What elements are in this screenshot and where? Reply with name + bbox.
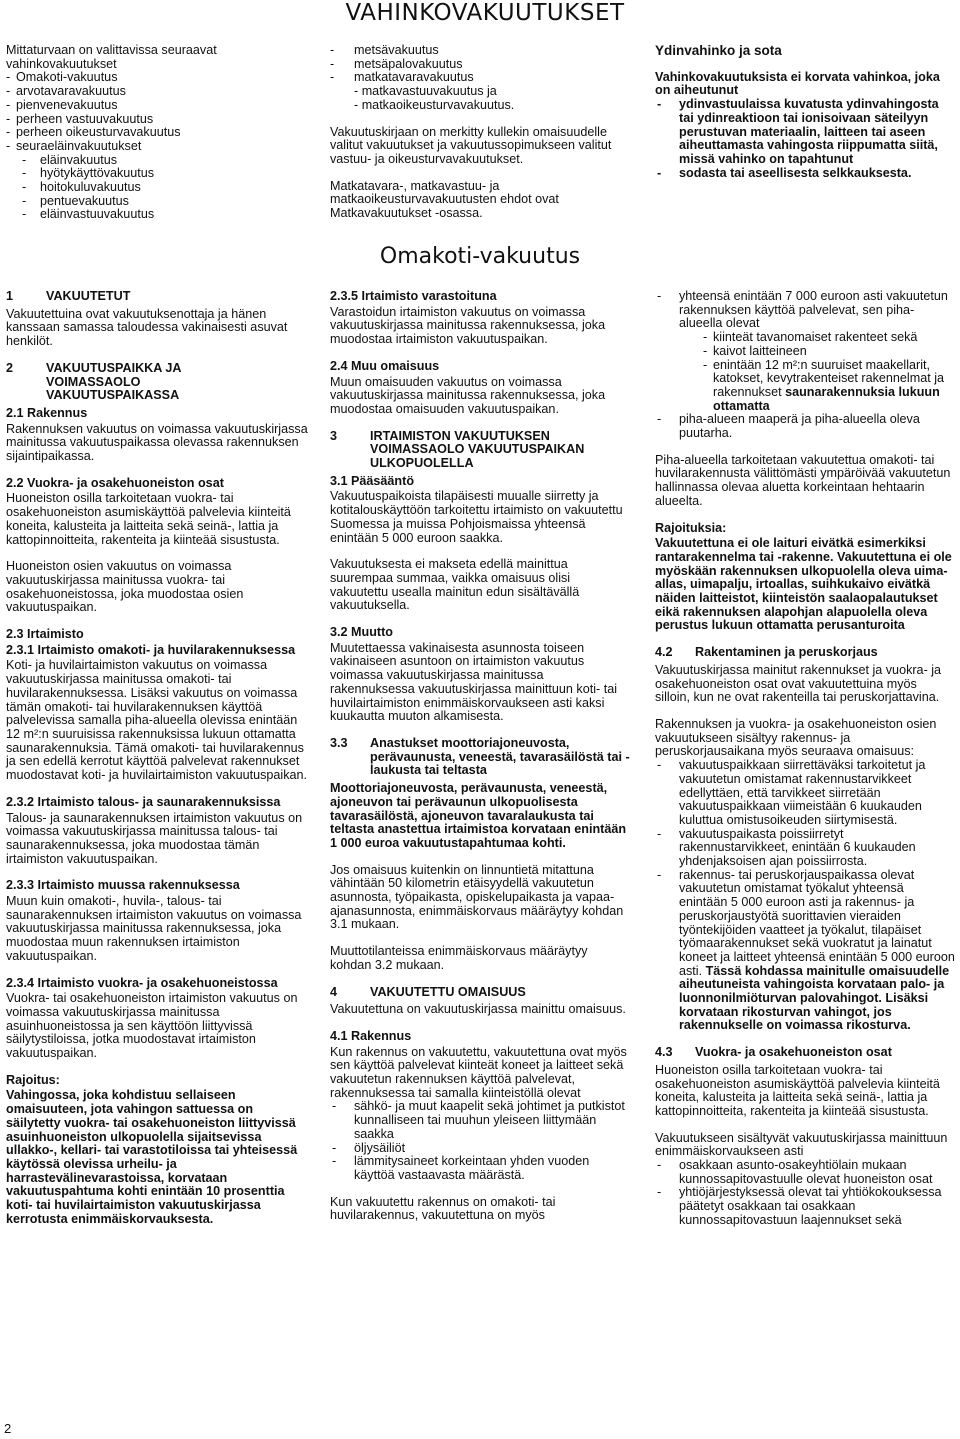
subsection-heading: 2.3.3 Irtaimisto muussa rakennuksessa	[6, 878, 240, 893]
paragraph: Vakuutuksesta ei makseta edellä mainittua suurempaa summaa, vaikka omaisuus olisi vakuutettu usealla mainitun edun sisältävällä vakuutuksella.	[330, 557, 580, 613]
list-subitem: - eläinvastuuvakuutus	[6, 208, 308, 222]
list-item: - metsävakuutus	[330, 44, 630, 58]
list-item: - ydinvastuulaissa kuvatusta ydinvahingosta tai ydinreaktioon tai ionisoivaan säteilyyn perustuvan materiaalin, laitteen tai aseen aiheuttamasta vahingosta riippumatta siitä, missä vahinko on tapahtunut	[655, 98, 955, 167]
insurance-list-continued	[330, 44, 630, 113]
list-item: - metsäpalovakuutus	[330, 58, 630, 72]
paragraph: Muuttotilanteissa enimmäiskorvaus määräytyy kohdan 3.2 mukaan.	[330, 944, 588, 972]
body-column-1	[6, 290, 308, 1239]
paragraph: Kun rakennus on vakuutettu, vakuutettuna ovat myös sen käyttöä palvelevat kiinteät koneet ja laitteet sekä vakuutetun rakennuksen käyttöä palvelevat, rakennuksessa tai samalla kiinteistöllä olevat	[330, 1044, 627, 1100]
subsection-heading: 2.3.4 Irtaimisto vuokra- ja osakehuoneistossa	[6, 975, 278, 990]
subsection-heading: 2.4 Muu omaisuus	[330, 358, 440, 373]
list-subitem: - hyötykäyttövakuutus	[6, 167, 308, 181]
list-item: - perheen oikeusturvavakuutus	[6, 126, 308, 140]
page-number: 2	[4, 1421, 12, 1436]
section-title: Omakoti-vakuutus	[379, 244, 581, 269]
list-item: - sodasta tai aseellisesta selkkauksesta.	[655, 167, 955, 181]
subsection-heading: 2.2 Vuokra- ja osakehuoneiston osat	[6, 475, 224, 490]
header-column-1	[6, 44, 308, 222]
section-heading: 4.2 Rakentaminen ja peruskorjaus	[655, 645, 878, 660]
subsection-heading: 3.1 Pääsääntö	[330, 473, 415, 488]
subsection-heading: 2.3.5 Irtaimisto varastoituna	[330, 289, 497, 303]
list-subitem: - eläinvakuutus	[6, 154, 308, 168]
paragraph: Matkatavara-, matkavastuu- ja matkaoikeusturvavakuutusten ehdot ovat Matkavakuutukset -osassa.	[330, 178, 559, 221]
list-subitem: - matkaoikeusturvavakuutus.	[354, 97, 515, 112]
list-subitem: - kaivot laitteineen	[679, 345, 955, 359]
insurance-list-intro: Mittaturvaan on valittavissa seuraavat vahinkovakuutukset	[6, 43, 217, 71]
list-subitem: - pentuevakuutus	[6, 195, 308, 209]
header-column-3	[655, 44, 955, 193]
restriction-text: Vahingossa, joka kohdistuu sellaiseen omaisuuteen, jota vahingon sattuessa on säilytetty vuokra- tai osakehuoneiston liittyvissä asuinhuoneiston ulkopuolella sijaitsevissa ullakko-, kellari- tai varastotiloissa tai yhteisessä käytössä olevissa urheilu- ja harrastevälinevarastoissa, korvataan vakuutuspahtuma kohti enintään 10 prosenttia koti- tai huvilairtaimiston vakuutuskirjassa kerrotusta enimmäiskorvauksesta.	[6, 1088, 298, 1226]
section-heading: 4 VAKUUTETTU OMAISUUS	[330, 984, 526, 999]
subsection-heading: 2.3.2 Irtaimisto talous- ja saunarakennuksissa	[6, 794, 281, 809]
subsection-heading: 2.3 Irtaimisto	[6, 627, 84, 642]
list-item: - arvotavaravakuutus	[6, 85, 308, 99]
property-list	[330, 1100, 630, 1182]
list-item: - perheen vastuuvakuutus	[6, 113, 308, 127]
list-item: - vakuutuspaikasta poissiirretyt rakennustarvikkeet, enintään 6 kuukauden yhdenjaksoisen ajan poissiirrosta.	[655, 828, 955, 869]
paragraph-bold: Moottoriajoneuvosta, perävaunusta, veneestä, ajoneuvon tai perävaunun ulkopuolisesta tavarasäilöstä, ajoneuvon tavaralaukusta tai teltasta anastettua irtaimistoa korvataan enintään 1 000 euroa vakuutustapahtumaa kohti.	[330, 781, 627, 850]
paragraph: Talous- ja saunarakennuksen irtaimiston vakuutus on voimassa vakuutuskirjassa mainitussa talous- tai saunarakennuksessa, joka muodostaa tämän irtaimiston vakuutuspaikan.	[6, 810, 303, 866]
list-item: - pienvenevakuutus	[6, 99, 308, 113]
exclusion-list	[655, 98, 955, 180]
header-column-2	[330, 44, 630, 234]
list-item: - vakuutuspaikkaan siirrettäväksi tarkoitetut ja vakuutetun omistamat rakennustarvikkeet edellyttäen, että tarvikkeet siirretään vakuutuspaikkaan viimeistään 6 kuukauden kuluttua omistusoikeuden siirtymisestä.	[655, 759, 955, 828]
paragraph: Rakennuksen vakuutus on voimassa vakuutuskirjassa mainitussa vakuutuspaikassa olevassa rakennuksen sijaintipaikassa.	[6, 421, 308, 464]
section-heading: 3 IRTAIMISTON VAKUUTUKSEN VOIMASSAOLO VAKUUTUSPAIKAN ULKOPUOLELLA	[330, 428, 585, 471]
restriction-text: Vakuutettuna ei ole laituri eivätkä esimerkiksi rantarakennelma tai -rakenne. Vakuutettuna ei ole myöskään rakennuksen ulkopuolella oleva uima-allas, uimapalju, irtoallas, suihkukaivo eivätkä näiden laitteistot, kiinteistön saalaopalautukset eikä rakennuksen alapohjan alapuolella oleva perustus lukuun ottamatta perusanturoita	[655, 536, 952, 633]
paragraph: Vuokra- tai osakehuoneiston irtaimiston vakuutus on voimassa vakuutuskirjassa mainitussa asuinhuoneistossa ja sen käyttöön liittyvissä säilytystiloissa, jotka muodostavat irtaimiston vakuutuspaikan.	[6, 991, 298, 1061]
section-heading: 1 VAKUUTETUT	[6, 289, 131, 303]
list-item: - yhteensä enintään 7 000 euroon asti vakuutetun rakennuksen käyttöä palvelevat, sen piha-alueella olevat - kiinteät tavanomaiset rakenteet sekä - kaivot laitteineen - enintään 12 m²:n suuruiset maakellarit, katokset, kevytrakenteiset rakennelmat ja rakennukset saunarakennuksia lukuun ottamatta	[655, 290, 955, 413]
subsection-heading: 2.1 Rakennus	[6, 405, 88, 420]
list-item: - Omakoti-vakuutus	[6, 71, 308, 85]
list-item: - sähkö- ja muut kaapelit sekä johtimet ja putkistot kunnalliseen tai muuhun yleiseen liittymään saakka	[330, 1100, 630, 1141]
list-subitem: - kiinteät tavanomaiset rakenteet sekä	[679, 331, 955, 345]
subsection-heading: 4.1 Rakennus	[330, 1028, 412, 1043]
yard-property-list	[655, 290, 955, 441]
paragraph: Vakuutuspaikoista tilapäisesti muualle siirretty ja kotitalouskäyttöön tarkoitettu irtaimisto on vakuutettu Suomessa ja muissa Pohjoismaissa yhteensä enintään 5 000 euroon saakka.	[330, 489, 623, 545]
paragraph: Vakuutukseen sisältyvät vakuutuskirjassa mainittuun enimmäiskorvaukseen asti	[655, 1130, 948, 1159]
paragraph: Huoneiston osilla tarkoitetaan vuokra- tai osakehuoneiston asumiskäyttöä palvelevia kiinteitä koneita, kalusteita ja laitteita sekä seinä-, lattia ja kattopinnoitteita, rakenteita ja kiinteää sisustusta.	[655, 1062, 940, 1118]
list-item: - piha-alueen maaperä ja piha-alueella oleva puutarha.	[655, 413, 955, 440]
paragraph: Koti- ja huvilairtaimiston vakuutus on voimassa vakuutuskirjassa mainitussa omakoti- tai huvilarakennuksessa. Lisäksi vakuutus on voimassa tämän omakoti- tai huvilarakennuksen käyttöä palvelevissa samalla piha-alueella olevissa enintään 12 m²:n suuruisissa rakennuksissa lukuun ottamatta saunarakennuksia. Tämä omakoti- tai huvilarakennus ja sen edellä kerrotut käyttöä palvelevat rakennukset muodostavat koti- ja huvilairtaimiston vakuutuspaikan.	[6, 658, 308, 783]
section-heading: 3.3 Anastukset moottoriajoneuvosta, perävaunusta, veneestä, tavarasäilöstä tai -laukusta tai teltasta	[330, 735, 630, 778]
body-column-2	[330, 290, 630, 1236]
list-item: - osakkaan asunto-osakeyhtiölain mukaan kunnossapitovastuulle olevat huoneiston osat	[655, 1159, 955, 1186]
list-item: - yhtiöjärjestyksessä olevat tai yhtiökokouksessa päätetyt osakkaan tai osakkaan kunnossapitovastuun laajennukset sekä	[655, 1186, 955, 1227]
paragraph: Muun kuin omakoti-, huvila-, talous- tai saunarakennuksen irtaimiston vakuutus on voimassa vakuutuskirjassa mainitussa rakennuksessa, joka muodostaa muun rakennuksen irtaimiston vakuutuspaikan.	[6, 894, 302, 963]
restriction-heading: Rajoitus:	[6, 1072, 60, 1087]
paragraph: Kun vakuutettu rakennus on omakoti- tai huvilarakennus, vakuutettuna on myös	[330, 1194, 556, 1223]
paragraph: Vakuutuskirjaan on merkitty kullekin omaisuudelle valitut vakuutukset ja vakuutussopimukseen valitut vastuu- ja oikeusturvavakuutukset.	[330, 124, 612, 166]
paragraph: Huoneiston osien vakuutus on voimassa vakuutuskirjassa mainitussa vuokra- tai osakehuoneistossa, joka muodostaa osien vakuutuspaikan.	[6, 559, 244, 615]
list-subitem: - hoitokuluvakuutus	[6, 181, 308, 195]
section-heading: 2 VAKUUTUSPAIKKA JA VOIMASSAOLO VAKUUTUSPAIKASSA	[6, 360, 182, 403]
page-title: VAHINKOVAKUUTUKSET	[345, 0, 625, 26]
paragraph: Muun omaisuuden vakuutus on voimassa vakuutuskirjassa mainitussa rakennuksessa, joka muodostaa omaisuuden vakuutuspaikan.	[330, 374, 606, 416]
subsection-heading: 3.2 Muutto	[330, 625, 393, 640]
body-column-3	[655, 290, 955, 1241]
construction-property-list	[655, 759, 955, 1033]
paragraph: Muutettaessa vakinaisesta asunnosta toiseen vakinaiseen asuntoon on irtaimiston vakuutus voimassa vakuutuskirjassa mainitussa rakennuksessa vakuutuskirjassa mainittuun koti- tai huvilairtaimiston enimmäiskorvaukseen asti kaksi kuukautta muuton alkamisesta.	[330, 640, 617, 724]
subsection-heading: 2.3.1 Irtaimisto omakoti- ja huvilarakennuksessa	[6, 642, 296, 657]
list-item: - lämmitysaineet korkeintaan yhden vuoden käyttöä vastaavasta määrästä.	[330, 1155, 630, 1182]
paragraph: Jos omaisuus kuitenkin on linnuntietä mitattuna vähintään 50 kilometrin etäisyydellä vakuutetun asunnosta, työpaikasta, opiskelupaikasta ja vapaa-ajanasunnosta, enimmäiskorvaus määräytyy kohdan 3.1 mukaan.	[330, 862, 624, 932]
paragraph: Varastoidun irtaimiston vakuutus on voimassa vakuutuskirjassa mainitussa rakennuksessa, joka muodostaa irtaimiston vakuutuspaikan.	[330, 304, 606, 347]
paragraph: Huoneiston osilla tarkoitetaan vuokra- tai osakehuoneiston asumiskäyttöä palvelevia kiinteitä koneita, kalusteita ja laitteita sekä seinä-, lattia ja kattopinnoitteita, rakenteita ja kiinteää sisustusta.	[6, 491, 291, 547]
list-item: - rakennus- tai peruskorjauspaikassa olevat vakuutetun omistamat työkalut yhteensä enintään 5 000 euroon asti ja rakennus- ja peruskorjaustyötä suorittavien vieraiden työntekijöiden vaatteet ja työkalut, tilapäiset työmaarakennukset sekä vuokratut ja lainatut koneet ja laitteet yhteensä enintään 5 000 euroon asti. Tässä kohdassa mainitulle omaisuudelle aiheutuneista vahingoista korvataan palo- ja luonnonilmiöturvan palovahingot. Lisäksi korvataan rikosturvan vahingot, jos rakennukselle on voimassa rikosturva.	[655, 869, 955, 1033]
apartment-parts-list	[655, 1159, 955, 1228]
exclusion-intro: Vahinkovakuutuksista ei korvata vahinkoa, joka on aiheutunut	[655, 69, 940, 98]
paragraph: Piha-alueella tarkoitetaan vakuutettua omakoti- tai huvilarakennusta välittömästi ympäröivää vakuutetun hallinnassa olevaa aluetta korkeintaan hehtaarin alueelta.	[655, 452, 951, 508]
list-subitem: - enintään 12 m²:n suuruiset maakellarit, katokset, kevytrakenteiset rakennelmat ja rakennukset saunarakennuksia lukuun ottamatta	[679, 359, 955, 414]
list-item: - matkatavaravakuutus	[330, 71, 630, 85]
paragraph: Vakuutettuna on vakuutuskirjassa mainittu omaisuus.	[330, 1002, 626, 1017]
paragraph: Vakuutuskirjassa mainitut rakennukset ja vuokra- ja osakehuoneiston osat ovat vakuutettuina myös silloin, kun ne ovat rakenteilla tai peruskorjattavina.	[655, 662, 942, 705]
insurance-list	[6, 71, 308, 222]
list-item: - öljysäiliöt	[330, 1142, 630, 1156]
list-subitem: - matkavastuuvakuutus ja	[354, 84, 497, 99]
nuclear-war-heading: Ydinvahinko ja sota	[655, 43, 782, 58]
section-heading: 4.3 Vuokra- ja osakehuoneiston osat	[655, 1045, 892, 1060]
list-item: - seuraeläinvakuutukset	[6, 140, 308, 154]
paragraph: Rakennuksen ja vuokra- ja osakehuoneiston osien vakuutukseen sisältyy rakennus- ja peruskorjausaikana myös seuraava omaisuus:	[655, 716, 937, 759]
paragraph: Vakuutettuina ovat vakuutuksenottaja ja hänen kanssaan samassa taloudessa vakinaisesti asuvat henkilöt.	[6, 306, 288, 349]
restriction-heading: Rajoituksia:	[655, 520, 727, 535]
